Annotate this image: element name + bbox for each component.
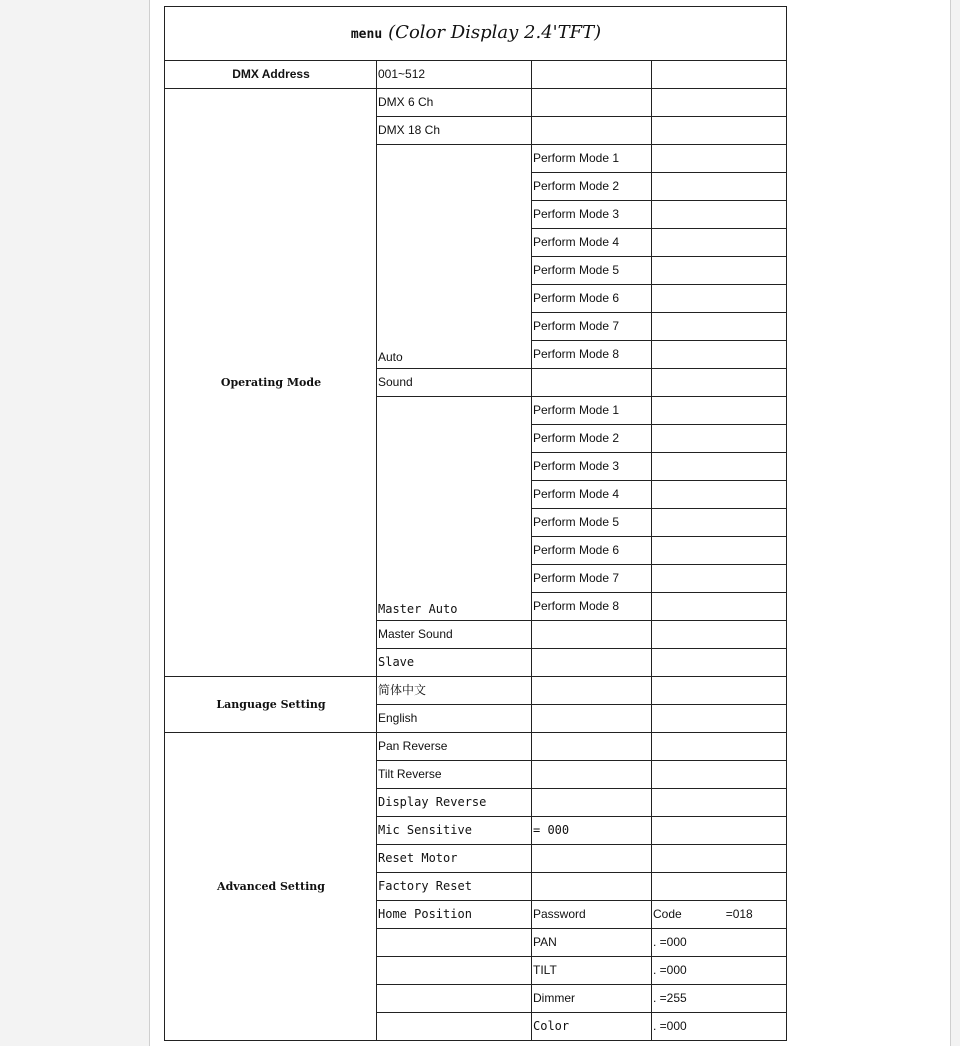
language-setting-label: Language Setting: [165, 677, 377, 733]
pan-reverse: Pan Reverse: [377, 733, 532, 761]
factory-reset: Factory Reset: [377, 873, 532, 901]
tilt-value: . =000: [652, 957, 787, 985]
password-code: [652, 901, 787, 929]
auto-perform-mode: Perform Mode 2: [532, 173, 652, 201]
master-sound-mode: Master Sound: [377, 621, 532, 649]
pan-label: PAN: [532, 929, 652, 957]
home-position: Home Position: [377, 901, 532, 929]
auto-perform-mode: Perform Mode 7: [532, 313, 652, 341]
auto-perform-mode: Perform Mode 6: [532, 285, 652, 313]
master-perform-mode: Perform Mode 1: [532, 397, 652, 425]
master-perform-mode: Perform Mode 6: [532, 537, 652, 565]
language-english: English: [377, 705, 532, 733]
dimmer-value: . =255: [652, 985, 787, 1013]
reset-motor: Reset Motor: [377, 845, 532, 873]
sound-mode: Sound: [377, 369, 532, 397]
display-reverse: Display Reverse: [377, 789, 532, 817]
table-row: [165, 677, 787, 705]
menu-title: menu (Color Display 2.4'TFT): [165, 7, 787, 61]
master-perform-mode: Perform Mode 2: [532, 425, 652, 453]
advanced-setting-label: Advanced Setting: [165, 733, 377, 1041]
password-label: Password: [532, 901, 652, 929]
table-row: [165, 733, 787, 761]
master-perform-mode: Perform Mode 3: [532, 453, 652, 481]
table-row: [165, 89, 787, 117]
dmx-address-value: 001~512: [377, 61, 532, 89]
code-value: =018: [725, 907, 753, 921]
master-auto-mode: Master Auto: [377, 397, 532, 621]
language-chinese: 简体中文: [377, 677, 532, 705]
auto-perform-mode: Perform Mode 1: [532, 145, 652, 173]
tilt-reverse: Tilt Reverse: [377, 761, 532, 789]
dmx-6ch: DMX 6 Ch: [377, 89, 532, 117]
master-perform-mode: Perform Mode 7: [532, 565, 652, 593]
tilt-label: TILT: [532, 957, 652, 985]
table-row: [165, 61, 787, 89]
code-label: Code: [653, 907, 682, 921]
mic-sensitive: Mic Sensitive: [377, 817, 532, 845]
dmx-18ch: DMX 18 Ch: [377, 117, 532, 145]
auto-perform-mode: Perform Mode 8: [532, 341, 652, 369]
master-perform-mode: Perform Mode 8: [532, 593, 652, 621]
color-value: . =000: [652, 1013, 787, 1041]
slave-mode: Slave: [377, 649, 532, 677]
master-perform-mode: Perform Mode 5: [532, 509, 652, 537]
color-label: Color: [532, 1013, 652, 1041]
auto-perform-mode: Perform Mode 4: [532, 229, 652, 257]
operating-mode-label: Operating Mode: [165, 89, 377, 677]
auto-perform-mode: Perform Mode 5: [532, 257, 652, 285]
dmx-address-label: DMX Address: [165, 61, 377, 89]
auto-perform-mode: Perform Mode 3: [532, 201, 652, 229]
auto-mode: Auto: [377, 145, 532, 369]
menu-table: [164, 6, 787, 1041]
master-perform-mode: Perform Mode 4: [532, 481, 652, 509]
dimmer-label: Dimmer: [532, 985, 652, 1013]
pan-value: . =000: [652, 929, 787, 957]
mic-sensitive-value: = 000: [532, 817, 652, 845]
